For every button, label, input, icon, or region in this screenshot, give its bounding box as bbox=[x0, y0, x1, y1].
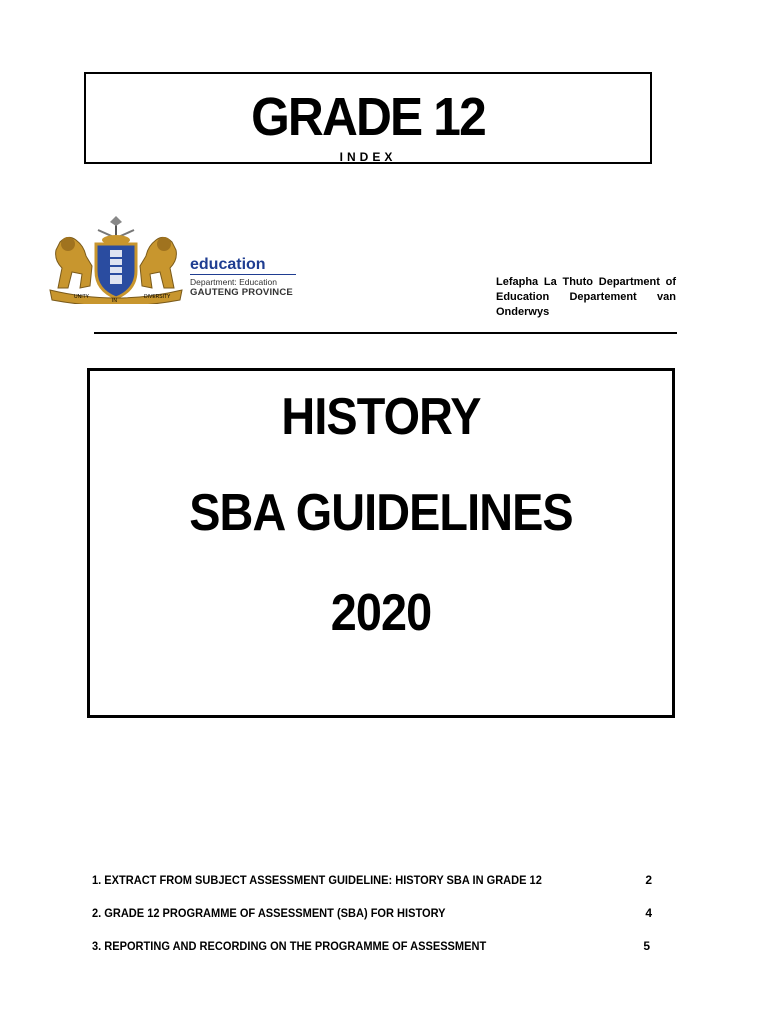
gauteng-coat-of-arms-icon bbox=[46, 216, 186, 304]
cover-heading: SBA GUIDELINES bbox=[189, 484, 573, 542]
index-label: INDEX bbox=[339, 150, 397, 164]
cover-year: 2020 bbox=[330, 584, 432, 642]
toc-item-page: 2 bbox=[645, 873, 652, 887]
toc-item-page: 4 bbox=[645, 906, 652, 920]
logo-department: Department: Education bbox=[190, 277, 277, 287]
motto-left: UNITY bbox=[74, 294, 89, 300]
divider bbox=[94, 332, 677, 334]
toc-item-page: 5 bbox=[643, 939, 650, 953]
logo-text bbox=[190, 256, 296, 298]
logo-province: GAUTENG PROVINCE bbox=[190, 287, 293, 298]
gauteng-education-logo bbox=[46, 216, 306, 304]
toc-item-title: 2. GRADE 12 PROGRAMME OF ASSESSMENT (SBA) FOR HISTORY bbox=[92, 906, 446, 920]
toc-item[interactable] bbox=[92, 872, 662, 888]
toc-item[interactable] bbox=[92, 938, 662, 954]
motto-middle: IN bbox=[112, 298, 117, 304]
cover-box bbox=[87, 368, 675, 718]
toc-item-title: 3. REPORTING AND RECORDING ON THE PROGRAMME OF ASSESSMENT bbox=[92, 939, 487, 953]
logo-divider bbox=[190, 274, 296, 275]
logo-education: education bbox=[190, 256, 266, 273]
motto-right: DIVERSITY bbox=[144, 294, 171, 300]
cover-subject: HISTORY bbox=[281, 388, 481, 446]
toc-item-title: 1. EXTRACT FROM SUBJECT ASSESSMENT GUIDELINE: HISTORY SBA IN GRADE 12 bbox=[92, 873, 542, 887]
toc-item[interactable] bbox=[92, 905, 662, 921]
page-title: GRADE 12 bbox=[251, 87, 485, 147]
header-box bbox=[84, 72, 652, 164]
department-name: Lefapha La Thuto Department of Education Departement van Onderwys bbox=[496, 276, 676, 318]
